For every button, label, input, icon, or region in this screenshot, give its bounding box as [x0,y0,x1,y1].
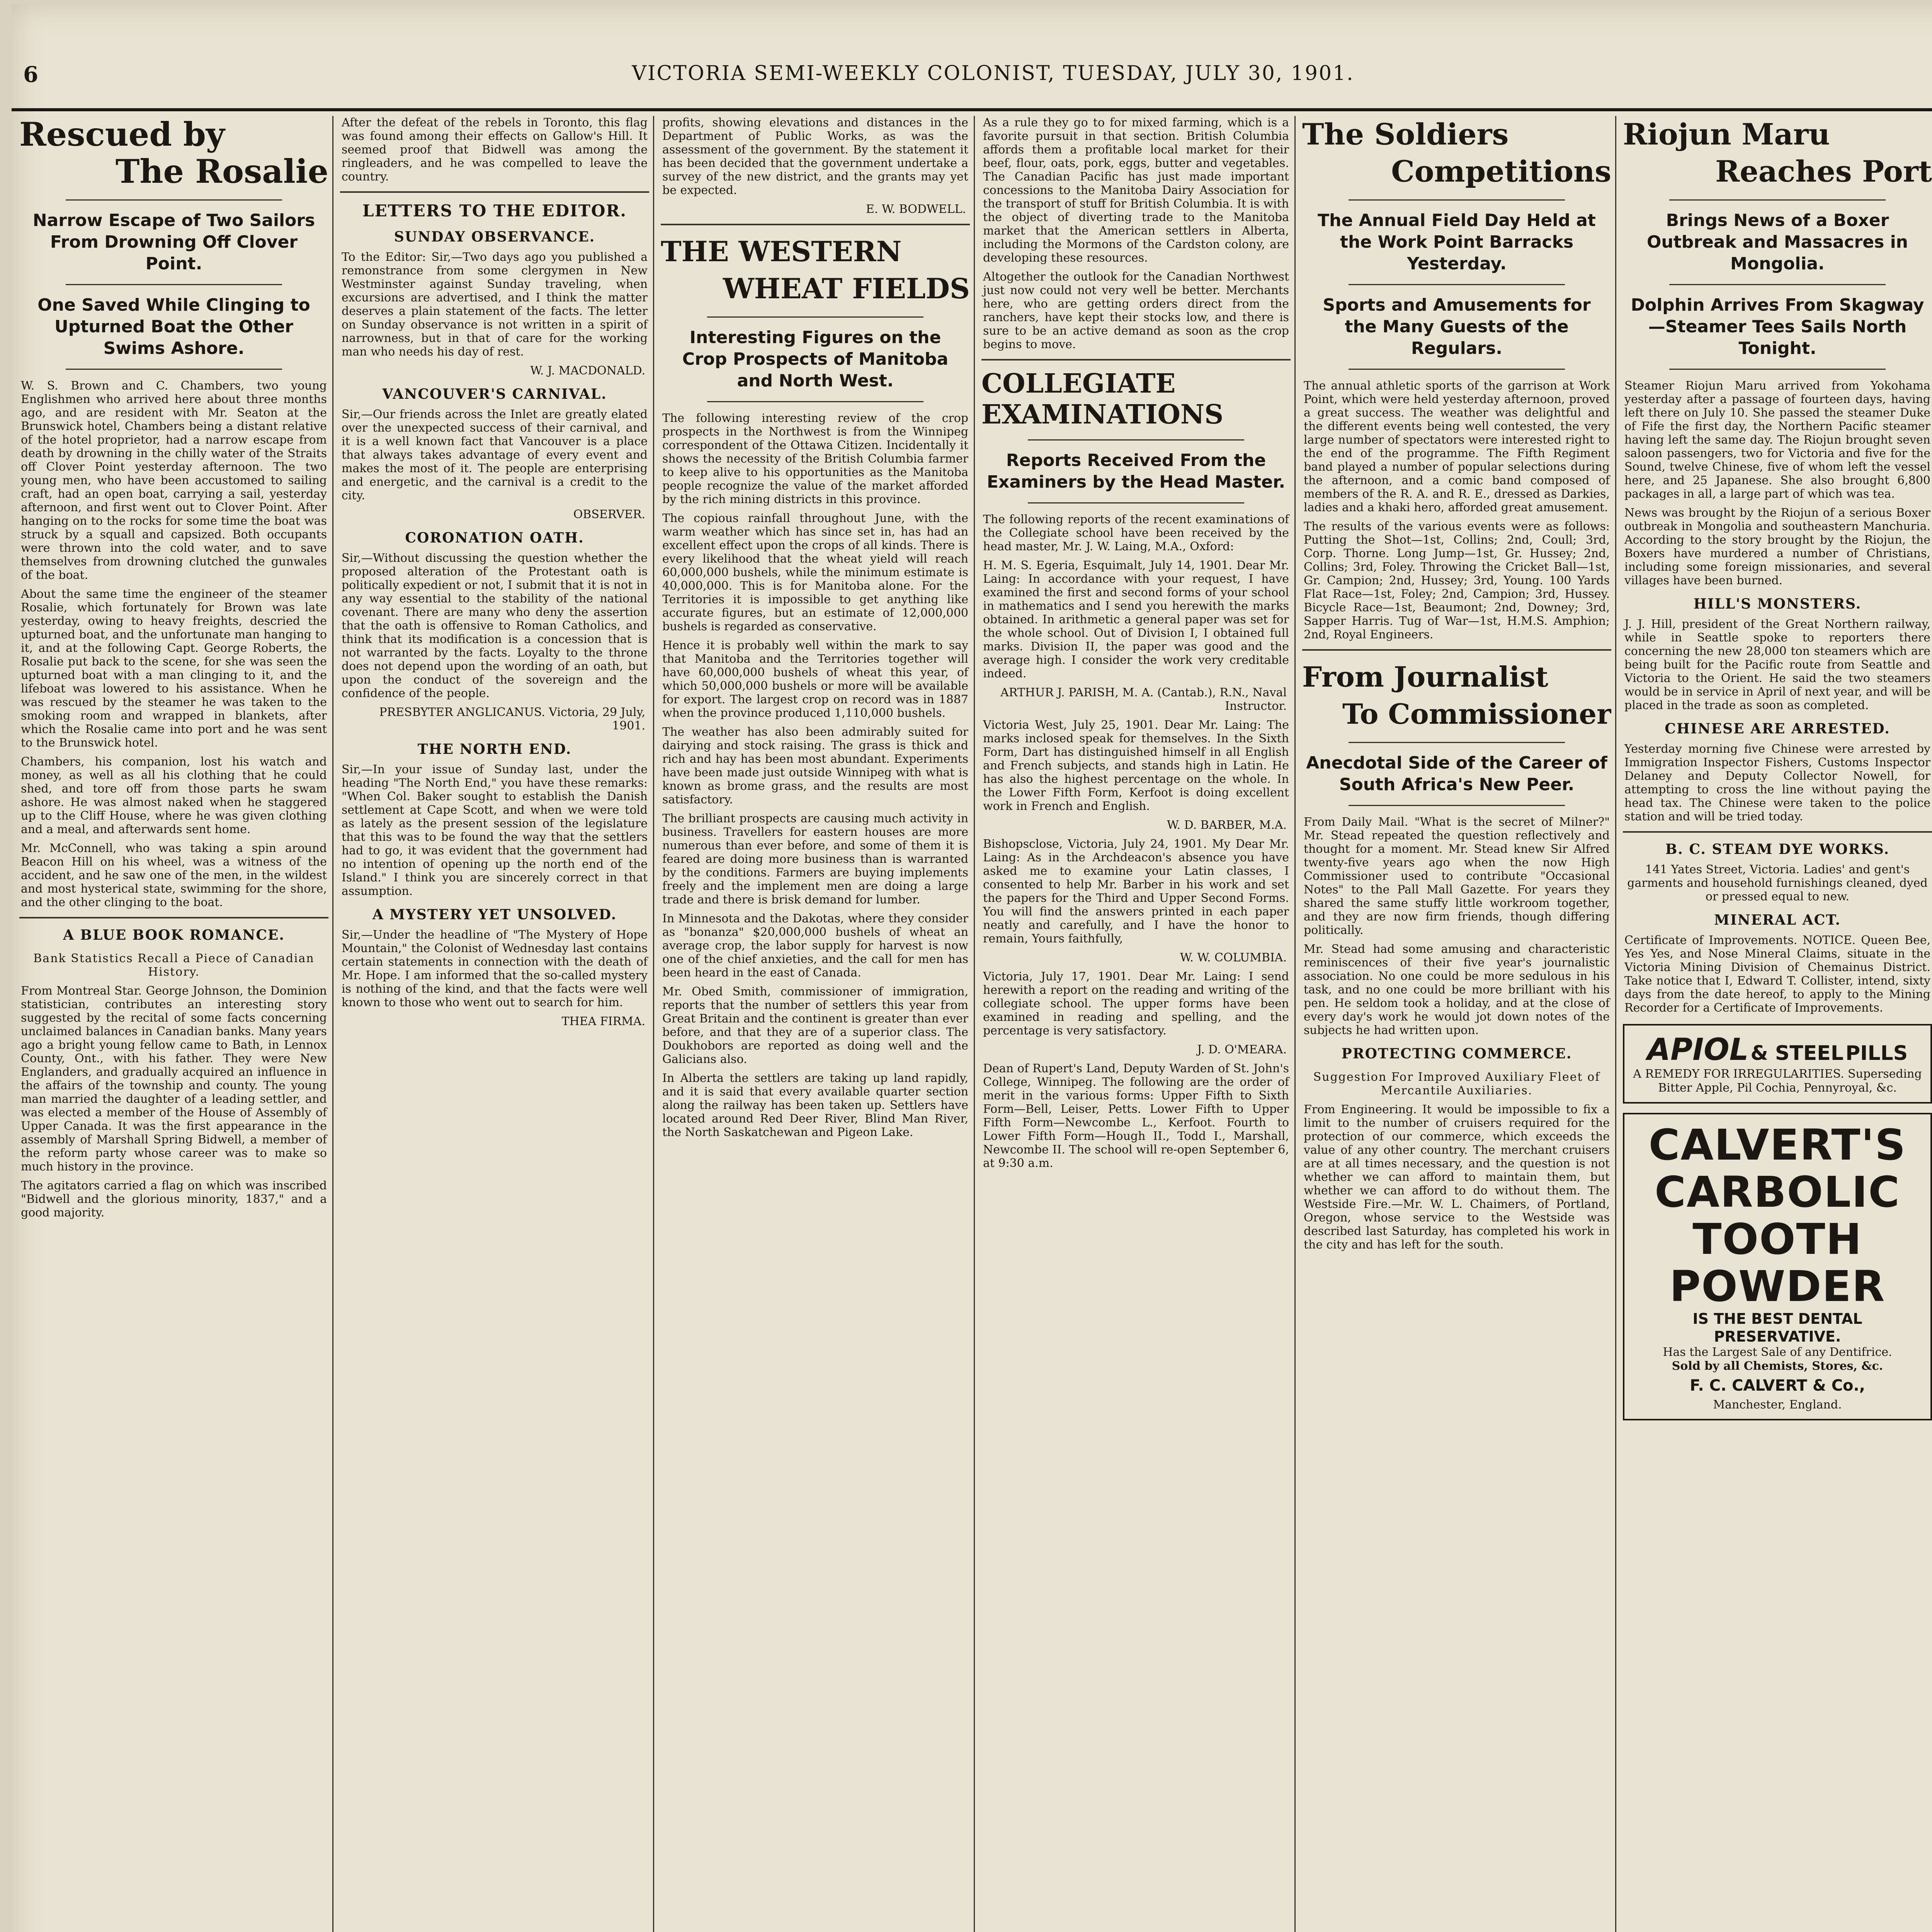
page-number: 6 [23,62,38,87]
deck: Brings News of a Boxer Outbreak and Massacres in Mongolia. [1647,211,1908,274]
ad-headline: CARBOLIC [1655,1167,1900,1217]
ad-title: MINERAL ACT. [1714,912,1841,928]
headline: Competitions [1391,154,1611,189]
ad-headline: CALVERT'S [1648,1120,1906,1170]
article-text: News was brought by the Riojun of a serious Boxer outbreak in Mongolia and southeastern Manchuria. According to the story brought by the Riojun, the Boxers have murdered a number of Christians, including some foreign missionaries, and several villages have been burned. [1624,506,1930,587]
article-text: The following reports of the recent examinations of the Collegiate school have been received by the head master, Mr. J. W. Laing, M.A., Oxford: [983,513,1289,553]
article-text: Altogether the outlook for the Canadian Northwest just now could not very well be better. Merchants here, who are getting orders direct from the ranchers, have kept their stocks low, and there is sure to be an active demand as soon as the crop begins to move. [983,270,1289,351]
subheading: THE NORTH END. [417,741,572,757]
column-rule [1615,116,1616,1932]
deck: Narrow Escape of Two Sailors From Drowning Off Clover Point. [32,211,315,274]
article-text: In Minnesota and the Dakotas, where they consider as "bonanza" $20,000,000 bushels of wheat an average crop, the labor supply for harvest is now one of the chief anxieties, and the call for men has been heard in the east of Canada. [662,912,968,980]
deck: Interesting Figures on the Crop Prospects of Manitoba and North West. [682,328,949,391]
column-rule [1294,116,1296,1932]
divider [707,316,923,318]
signature: W. D. BARBER, M.A. [1167,818,1287,832]
article-text: In Alberta the settlers are taking up land rapidly, and it is said that every available quarter section along the railway has been taken up. Settlers have located around Red Deer River, Blind Man River, the North Saskatchewan and Pigeon Lake. [662,1071,968,1139]
column-5 [1302,116,1611,1932]
subheading-deck: Suggestion For Improved Auxiliary Fleet of Mercantile Auxiliaries. [1313,1070,1600,1097]
masthead-rule [12,108,1932,111]
subheading: HILL'S MONSTERS. [1693,596,1862,612]
divider [1623,831,1932,833]
ad-headline: TOOTH [1692,1214,1862,1264]
divider [1302,649,1611,651]
article-text: The weather has also been admirably suited for dairying and stock raising. The grass is thick and rich and hay has been most abundant. Experiments have been made just outside Winnipeg with what is known as brome grass, and the results are most satisfactory. [662,725,968,806]
column-6 [1623,116,1932,1932]
divider [66,199,282,201]
subheading: CHINESE ARE ARRESTED. [1665,721,1890,737]
article-text: The agitators carried a flag on which was inscribed "Bidwell and the glorious minority, 1837," and a good majority. [21,1179,327,1219]
ad-text: Sold by all Chemists, Stores, &c. [1672,1359,1883,1373]
subheading: CORONATION OATH. [405,530,584,546]
ad-brand: & STEEL [1750,1042,1844,1065]
ad-text: F. C. CALVERT & Co., [1690,1377,1865,1395]
article-text: Dean of Rupert's Land, Deputy Warden of St. John's College, Winnipeg. The following are the order of merit in the various forms: Upper Fifth to Sixth Form—Bell, Leiser, Petts. Lower Fifth to Upper Fifth Form—Newcombe L., Kerfoot. Fourth to Lower Fifth Form—Hough II., Todd I., Marshall, Newcombe II. The school will re-open September 6, at 9:30 a.m. [983,1062,1289,1170]
headline: Rescued by [19,116,225,153]
divider [1349,805,1565,806]
signature: THEA FIRMA. [561,1015,645,1028]
subheading: VANCOUVER'S CARNIVAL. [382,386,607,402]
column-rule [332,116,333,1932]
ad-text: IS THE BEST DENTAL PRESERVATIVE. [1692,1310,1862,1345]
subheading: SUNDAY OBSERVANCE. [394,229,595,245]
signature: E. W. BODWELL. [866,202,966,216]
signature: OBSERVER. [573,508,645,521]
article-text: Steamer Riojun Maru arrived from Yokohama yesterday after a passage of fourteen days, having left there on July 10. She passed the steamer Duke of Fife the first day, the Northern Pacific steamer having left the same day. The Riojun brought seven saloon passengers, two for Victoria and five for the Sound, twelve Chinese, five of whom left the vessel here, and 25 Japanese. She also brought 6,800 packages in all, a large part of which was tea. [1624,379,1930,501]
subheading: A BLUE BOOK ROMANCE. [63,927,285,943]
deck: One Saved While Clinging to Upturned Boat the Other Swims Ashore. [37,295,310,358]
ad-title: B. C. STEAM DYE WORKS. [1665,841,1890,857]
letter-text: Sir,—In your issue of Sunday last, under the heading "The North End," you have these remarks: "When Col. Baker sought to establish the Danish settlement at Cape Scott, and when we were told as lately as the present session of the legislature that this was to be found the way that the settlers had to go, it was evident that the government had no intention of opening up the north end of the Island." I think you are sincerely correct in that assumption. [342,763,648,898]
article-text: Mr. McConnell, who was taking a spin around Beacon Hill on his wheel, was a witness of the accident, and he saw one of the men, in the wildest and most hysterical state, swimming for the shore, and the other clinging to the boat. [21,842,327,909]
headline: The Soldiers [1302,117,1509,151]
headline: To Commissioner [1342,697,1611,730]
article-text: Chambers, his companion, lost his watch and money, as well as all his clothing that he could shed, and tore off from those parts he swam ashore. He was almost naked when he staggered up to the Cliff House, where he was given clothing and a meal, and afterwards sent home. [21,755,327,836]
deck: Sports and Amusements for the Many Guests of the Regulars. [1323,295,1591,358]
divider [19,917,328,918]
ad-text: Certificate of Improvements. NOTICE. Queen Bee, Yes Yes, and Nose Mineral Claims, situate in the Victoria Mining Division of Chemainus District. Take notice that I, Edward T. Collister, intend, sixty days from the date hereof, to apply to the Mining Recorder for a Certificate of Improvements. [1624,934,1930,1015]
section-heading: LETTERS TO THE EDITOR. [362,201,627,220]
divider [1349,284,1565,285]
divider [1349,199,1565,201]
ad-text: Manchester, England. [1713,1398,1842,1412]
article-text: W. S. Brown and C. Chambers, two young Englishmen who arrived here about three months ago, and are resident with Mr. Seaton at the Brunswick hotel, Chambers being a distant relative of the hotel proprietor, had a narrow escape from death by drowning in the chilly water of the Straits off Clover Point yesterday afternoon. The two young men, who have been accustomed to sailing craft, had an open boat, carrying a sail, yesterday afternoon, and first went out to Clover Point. After hanging on to the rocks for some time the boat was struck by a squall and capsized. Both occupants were thrown into the cold water, and to save themselves from drowning clutched the gunwales of the boat. [21,379,327,582]
divider [1349,369,1565,370]
signature: J. D. O'MEARA. [1197,1043,1287,1056]
signature: W. J. MACDONALD. [530,364,645,378]
deck: Reports Received From the Examiners by the Head Master. [986,451,1286,492]
headline: COLLEGIATE EXAMINATIONS [981,368,1224,430]
ad-text: Has the Largest Sale of any Dentifrice. [1663,1345,1892,1359]
article-text: From Daily Mail. "What is the secret of Milner?" Mr. Stead repeated the question reflectively and thought for a moment. Mr. Stead knew Sir Alfred twenty-five years ago when the now High Commissioner used to contribute "Occasional Notes" to the Pall Mall Gazette. For years they shared the same stuffy little workroom together, and they are now firm friends, though differing politically. [1304,815,1610,937]
article-text: The brilliant prospects are causing much activity in business. Travellers for eastern houses are more numerous than ever before, and some of them it is feared are doing more business than is warranted by the conditions. Farmers are buying implements freely and the implement men are doing a large trade and there is brisk demand for lumber. [662,812,968,906]
column-rule [653,116,654,1932]
article-text: Mr. Obed Smith, commissioner of immigration, reports that the number of settlers this year from Great Britain and the continent is greater than ever before, and that they are of a superior class. The Doukhobors are reported as doing well and the Galicians also. [662,985,968,1066]
divider [1669,369,1886,370]
divider [1349,742,1565,743]
article-text: The annual athletic sports of the garrison at Work Point, which were held yesterday afternoon, proved a great success. The weather was delightful and the different events being well contested, the very large number of spectators were interested right to the end of the programme. The Fifth Regiment band played a number of popular selections during the afternoon, and a comic band composed of members of the R. A. and R. E., dressed as Darkies, ladies and a khaki hero, afforded great amusement. [1304,379,1610,514]
divider [661,224,970,225]
ad-brand: PILLS [1845,1042,1908,1065]
letter-text: To the Editor: Sir,—Two days ago you published a remonstrance from some clergymen in New Westminster against Sunday traveling, when excursions are advertised, and I think the matter deserves a plain statement of the facts. The letter on Sunday observance is not written in a spirit of narrowness, but in that of care for the working man who needs his day of rest. [342,250,648,359]
article-text: From Montreal Star. George Johnson, the Dominion statistician, contributes an interesting story suggested by the recital of some facts concerning unclaimed balances in Canadian banks. Many years ago a bright young fellow came to Bath, in Lennox County, Ont., with his father. They were New Englanders, and gradually acquired an influence in the affairs of the township and county. The young man married the daughter of a leading settler, and was elected a member of the House of Assembly of Upper Canada. It was the first appearance in the assembly of Marshall Spring Bidwell, a member of the reform party whose career was to make so much history in the province. [21,984,327,1173]
headline: Reaches Port [1715,154,1932,189]
column-4 [981,116,1291,1932]
signature: PRESBYTER ANGLICANUS. Victoria, 29 July, 1901. [379,706,645,733]
divider [340,191,649,193]
subheading-deck: Bank Statistics Recall a Piece of Canadian History. [33,952,315,979]
letter-text: Sir,—Our friends across the Inlet are greatly elated over the unexpected success of their carnival, and it is a well known fact that Vancouver is a place that always takes advantage of every event and makes the most of it. The people are enterprising and energetic, and the carnival is a credit to the city. [342,408,648,502]
divider [1028,439,1244,440]
article-text: The results of the various events were as follows: Putting the Shot—1st, Collins; 2nd, Coull; 3rd, Corp. Thorne. Long Jump—1st, Gr. Hussey; 2nd, Collins; 3rd, Foley. Throwing the Cricket Ball—1st, Gr. Campion; 2nd, Hussey; 3rd, Young. 100 Yards Flat Race—1st, Foley; 2nd, Campion; 3rd, Hussey. Bicycle Race—1st, Beaumont; 2nd, Downey; 3rd, Sapper Harris. Tug of War—1st, H.M.S. Amphion; 2nd, Royal Engineers. [1304,520,1610,641]
divider [981,359,1291,361]
deck: Anecdotal Side of the Career of South Africa's New Peer. [1306,753,1607,794]
article-text: From Engineering. It would be impossible to fix a limit to the number of cruisers required for the protection of our commerce, which exceeds the value of any other country. The merchant cruisers are at all times necessary, and the question is not whether we can afford to maintain them, but whether we can afford to do without them. The Westside Fire.—Mr. W. L. Chaimers, of Portland, Oregon, whose service to the Westside was described last Saturday, has completed his work in the city and has left for the south. [1304,1103,1610,1252]
divider [1028,502,1244,503]
letter-text: Sir,—Without discussing the question whether the proposed alteration of the Protestant oath is politically expedient or not, I submit that it is not in any way essential to the stability of the national covenant. There are many who deny the assertion that the oath is offensive to Roman Catholics, and think that its modification is a concession that is not warranted by the facts. Loyalty to the throne does not depend upon the wording of an oath, but upon the conduct of the sovereign and the confidence of the people. [342,551,648,700]
letter-text: Sir,—Under the headline of "The Mystery of Hope Mountain," the Colonist of Wednesday last contains certain statements in connection with the death of Mr. Hope. I am informed that the so-called mystery is nothing of the kind, and that the facts were well known to those who went out to search for him. [342,928,648,1009]
newspaper-page [12,4,1932,1932]
article-text: Victoria, July 17, 1901. Dear Mr. Laing: I send herewith a report on the reading and writing of the collegiate school. The upper forms have been examined in reading and spelling, and the percentage is very satisfactory. [983,970,1289,1037]
deck: Dolphin Arrives From Skagway —Steamer Tees Sails North Tonight. [1631,295,1924,358]
article-text: About the same time the engineer of the steamer Rosalie, which fortunately for Brown was late yesterday, owing to heavy freights, descried the upturned boat, and the unfortunate man hanging to it, and at the following Capt. George Roberts, the Rosalie put back to the scene, for she was seen the upturned boat with a man clinging to it, and the lifeboat was lowered to his assistance. When he was rescued by the steamer he was taken to the smoking room and wrapped in blankets, after which the Rosalie came into port and he was sent to the Brunswick hotel. [21,587,327,750]
article-text: Bishopsclose, Victoria, July 24, 1901. My Dear Mr. Laing: As in the Archdeacon's absence you have asked me to examine your Latin classes, I consented to help Mr. Barber in his work and set the papers for the Third and Upper Second Forms. You will find the answers printed in each paper neatly and carefully, and I have the honor to remain, Yours faithfully, [983,837,1289,946]
divider [1669,284,1886,285]
headline: The Rosalie [115,152,328,190]
article-text: profits, showing elevations and distances in the Department of Public Works, as was the assessment of the government. By the statement it has been decided that the government undertake a survey of the new district, and the grants may yet be expected. [662,116,968,197]
article-text: Yesterday morning five Chinese were arrested by Immigration Inspector Fishers, Customs Inspector Delaney and Deputy Collector Nowell, for attempting to cross the line without paying the head tax. The Chinese were taken to the police station and will be tried today. [1624,742,1930,823]
signature: ARTHUR J. PARISH, M. A. (Cantab.), R.N., Naval Instructor. [1000,686,1287,713]
article-text: Hence it is probably well within the mark to say that Manitoba and the Territories together will have 60,000,000 bushels of wheat this year, of which 50,000,000 bushels or more will be available for export. The largest crop on record was in 1887 when the province produced 1,110,000 bushels. [662,639,968,720]
article-text: The copious rainfall throughout June, with the warm weather which has since set in, has had an excellent effect upon the crops of all kinds. There is every likelihood that the wheat yield will reach 60,000,000 bushels, while the minimum estimate is 40,000,000. This is for Manitoba alone. For the Territories it is impossible to get anything like accurate figures, but an estimate of 12,000,000 bushels is regarded as conservative. [662,512,968,633]
article-text: Mr. Stead had some amusing and characteristic reminiscences of their five year's journalistic association. No one could be more sedulous in his task, and no one could be more brilliant with his pen. He seldom took a holiday, and at the close of every day's work he would jot down notes of the subjects he had written upon. [1304,942,1610,1037]
article-text: As a rule they go to for mixed farming, which is a favorite pursuit in that section. British Columbia affords them a profitable local market for their beef, flour, oats, pork, eggs, butter and vegetables. The Canadian Pacific has just made important concessions to the Manitoba Dairy Association for the transport of stuff for British Columbia. It is with the object of diverting trade to the Manitoba market that the American settlers in Alberta, including the Mormons of the Cardston colony, are developing these resources. [983,116,1289,265]
signature: W. W. COLUMBIA. [1180,951,1287,964]
headline: THE WESTERN [661,235,902,268]
headline: From Journalist [1302,660,1548,693]
divider [66,369,282,370]
deck: The Annual Field Day Held at the Work Point Barracks Yesterday. [1318,211,1596,274]
article-text: After the defeat of the rebels in Toronto, this flag was found among their effects on Gallow's Hill. It seemed proof that Bidwell was among the ringleaders, and he was compelled to leave the country. [342,116,648,184]
divider [1669,199,1886,201]
article-text: Victoria West, July 25, 1901. Dear Mr. Laing: The marks inclosed speak for themselves. In the Sixth Form, Dart has distinguished himself in all English and French subjects, and stands high in Latin. He has also the highest percentage on the whole. In the Lower Fifth Form, Kerfoot is doing excellent work in French and English. [983,718,1289,813]
column-rule [974,116,975,1932]
ad-headline: POWDER [1669,1262,1886,1311]
headline: WHEAT FIELDS [723,272,970,305]
calvert-advertisement [1623,1113,1932,1420]
article-text: The following interesting review of the crop prospects in the Northwest is from the Winnipeg correspondent of the Ottawa Citizen. Incidentally it shows the necessity of the British Columbia farmer to keep alive to his opportunities as the Manitoba people recognize the value of the market afforded by the rich mining districts in this province. [662,412,968,506]
ad-brand: APIOL [1647,1032,1749,1067]
column-2 [340,116,649,1932]
column-1 [19,116,328,1932]
subheading: A MYSTERY YET UNSOLVED. [372,906,617,923]
article-text: H. M. S. Egeria, Esquimalt, July 14, 1901. Dear Mr. Laing: In accordance with your request, I have examined the first and second forms of your school in mathematics and I send you herewith the marks obtained. In arithmetic a general paper was set for the whole school. Out of Division I, I obtained full marks. Division II, the paper was good and the average high. I consider the work very creditable indeed. [983,559,1289,680]
masthead [12,62,1932,85]
apiol-advertisement [1623,1024,1932,1104]
divider [707,401,923,402]
article-text: J. J. Hill, president of the Great Northern railway, while in Seattle spoke to reporters there concerning the new 28,000 ton steamers which are being built for the Pacific route from Seattle and Victoria to the Orient. He said the two steamers would be in service in April of next year, and will be placed in the trade as soon as completed. [1624,617,1930,712]
ad-text: 141 Yates Street, Victoria. Ladies' and gent's garments and household furnishings cleaned, dyed or pressed equal to new. [1627,863,1928,903]
headline: Riojun Maru [1623,117,1830,151]
divider [66,284,282,285]
subheading: PROTECTING COMMERCE. [1341,1046,1572,1062]
running-head: VICTORIA SEMI-WEEKLY COLONIST, TUESDAY, JULY 30, 1901. [632,62,1354,85]
column-3 [661,116,970,1932]
ad-text: A REMEDY FOR IRREGULARITIES. Superseding Bitter Apple, Pil Cochia, Pennyroyal, &c. [1633,1067,1922,1095]
